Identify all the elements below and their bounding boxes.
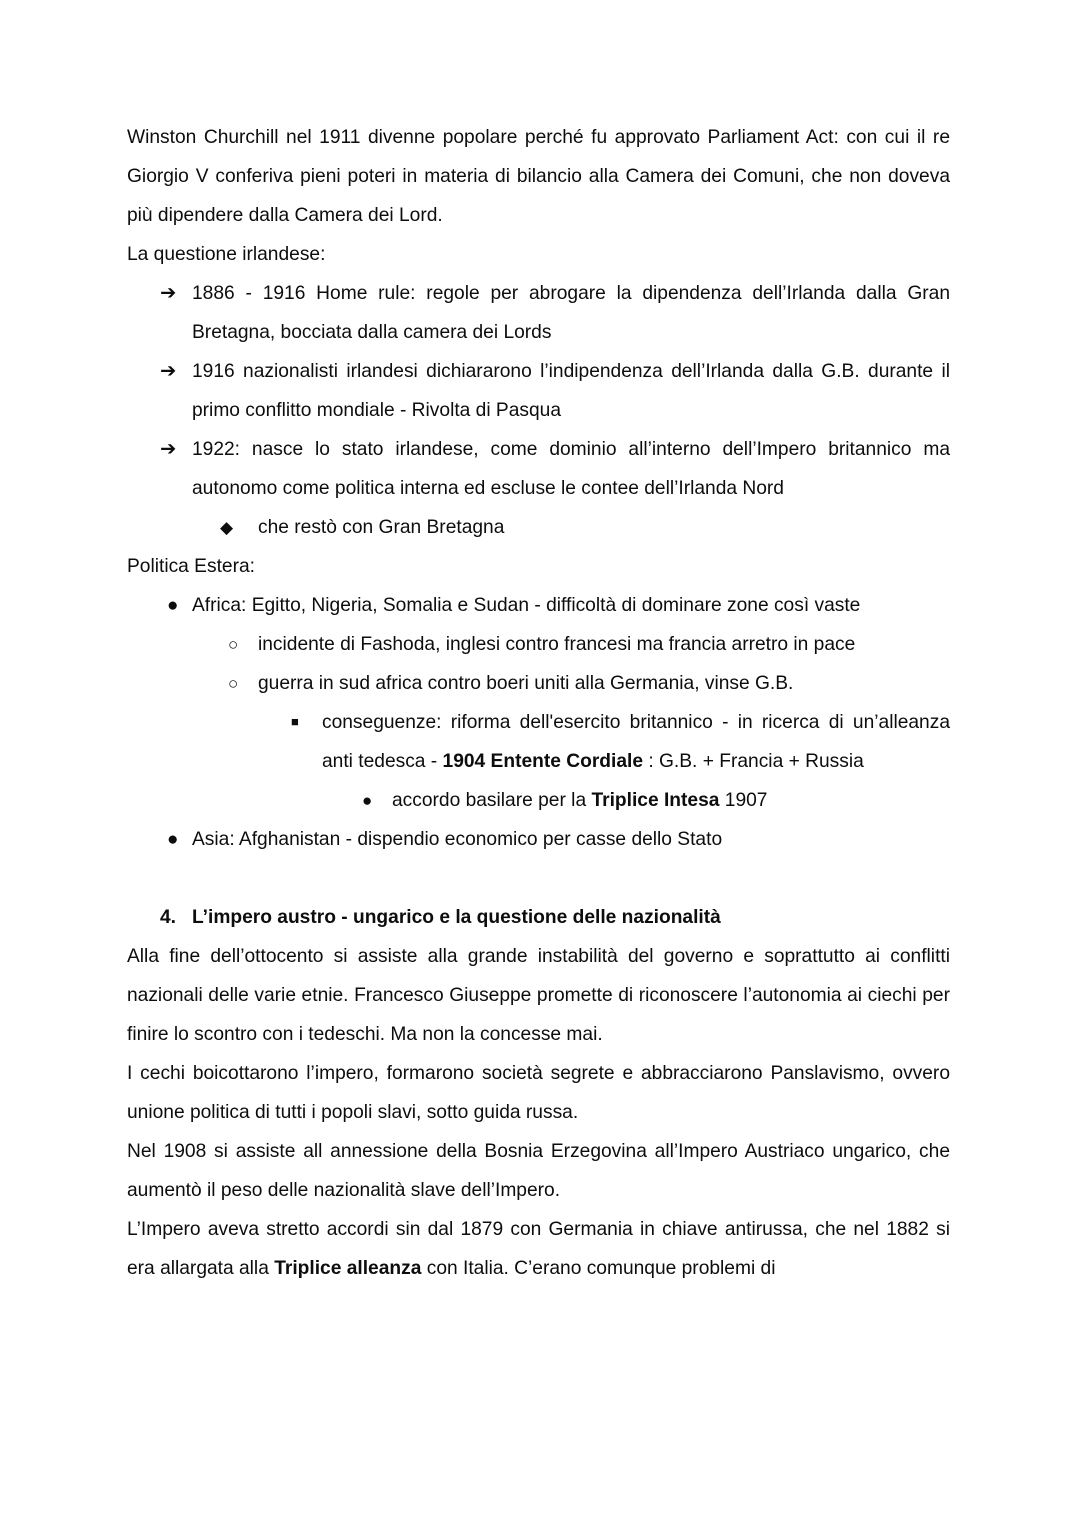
list-item-text: guerra in sud africa contro boeri uniti alla Germania, vinse G.B.: [258, 673, 794, 694]
disc-bullet-icon: ●: [167, 595, 179, 616]
foreign-policy-label: Politica Estera:: [127, 556, 255, 577]
consequences-list: [258, 703, 950, 820]
disc-bullet-icon: ●: [362, 791, 373, 810]
list-item-text: incidente di Fashoda, inglesi contro francesi ma francia arretro in pace: [258, 634, 856, 655]
paragraph-alliance: [127, 1210, 950, 1288]
circle-bullet-icon: ○: [228, 635, 239, 654]
list-item: [127, 586, 950, 820]
list-item-text-bold: Triplice Intesa: [591, 790, 720, 811]
list-item: [192, 625, 950, 664]
arrow-bullet-icon: ➔: [160, 282, 177, 304]
section-heading-text: L’impero austro - ungarico e la questione delle nazionalità: [192, 907, 721, 928]
diamond-bullet-icon: ◆: [220, 518, 234, 537]
list-item: [192, 664, 950, 820]
list-item-text: 1922: nasce lo stato irlandese, come dominio all’interno dell’Impero britannico ma autonomo come politica interna ed escluse le contee dell’Irlanda Nord: [192, 439, 950, 499]
list-item-text-bold: 1904 Entente Cordiale: [442, 751, 644, 772]
paragraph-czechs: I cechi boicottarono l’impero, formarono società segrete e abbracciarono Panslavismo, ovvero unione politica di tutti i popoli slavi, sotto guida russa.: [127, 1063, 950, 1123]
list-item-text: 1886 - 1916 Home rule: regole per abrogare la dipendenza dell’Irlanda dalla Gran Bretagna, bocciata dalla camera dei Lords: [192, 283, 950, 343]
arrow-bullet-icon: ➔: [160, 438, 177, 460]
foreign-policy-list: [127, 586, 950, 859]
disc-bullet-icon: ●: [167, 829, 179, 850]
list-item: [127, 352, 950, 430]
list-item: [258, 703, 950, 820]
section-heading: [127, 898, 950, 937]
list-item-text-after: : G.B. + Francia + Russia: [643, 751, 864, 772]
list-item: [192, 508, 950, 547]
paragraph-instability: Alla fine dell’ottocento si assiste alla grande instabilità del governo e soprattutto ai conflitti nazionali delle varie etnie. Francesco Giuseppe promette di riconoscere l’autonomia ai ciechi per finire lo scontro con i tedeschi. Ma non la concesse mai.: [127, 946, 950, 1045]
section-number: 4.: [160, 907, 177, 928]
list-item-text: Asia: Afghanistan - dispendio economico per casse dello Stato: [192, 829, 723, 850]
list-item: [127, 274, 950, 352]
list-item-text: Africa: Egitto, Nigeria, Somalia e Sudan - difficoltà di dominare zone così vaste: [192, 595, 861, 616]
list-item-text-before: accordo basilare per la: [392, 790, 592, 811]
paragraph-text-after: con Italia. C’erano comunque problemi di: [421, 1258, 776, 1279]
triple-entente-list: [322, 781, 950, 820]
list-item: [127, 820, 950, 859]
irish-question-label: La questione irlandese:: [127, 244, 326, 265]
circle-bullet-icon: ○: [228, 674, 239, 693]
irish-question-list: [127, 274, 950, 547]
list-item-text-after: 1907: [719, 790, 768, 811]
list-item: [322, 781, 950, 820]
square-bullet-icon: ■: [291, 714, 299, 729]
intro-paragraph: Winston Churchill nel 1911 divenne popolare perché fu approvato Parliament Act: con cui il re Giorgio V conferiva pieni poteri in materia di bilancio alla Camera dei Comuni, che non doveva più dipendere dalla Camera dei Lord.: [127, 127, 950, 226]
list-item-text: che restò con Gran Bretagna: [258, 517, 505, 538]
list-item: [127, 430, 950, 547]
paragraph-text-bold: Triplice alleanza: [274, 1258, 422, 1279]
vertical-spacer: [127, 859, 950, 898]
list-item-text-before: conseguenze: riforma dell'esercito britannico - in ricerca di un’alleanza anti tedesca -: [322, 712, 950, 772]
arrow-bullet-icon: ➔: [160, 360, 177, 382]
paragraph-bosnia: Nel 1908 si assiste all annessione della Bosnia Erzegovina all’Impero Austriaco ungarico, che aumentò il peso delle nazionalità slave dell’Impero.: [127, 1141, 950, 1201]
africa-subitem-list: [192, 625, 950, 820]
list-item-text: 1916 nazionalisti irlandesi dichiararono l’indipendenza dell’Irlanda dalla G.B. durante il primo conflitto mondiale - Rivolta di Pasqua: [192, 361, 950, 421]
paragraph-text-before: L’Impero aveva stretto accordi sin dal 1879 con Germania in chiave antirussa, che nel 1882 si era allargata alla: [127, 1219, 950, 1279]
irish-subitem-list: [192, 508, 950, 547]
